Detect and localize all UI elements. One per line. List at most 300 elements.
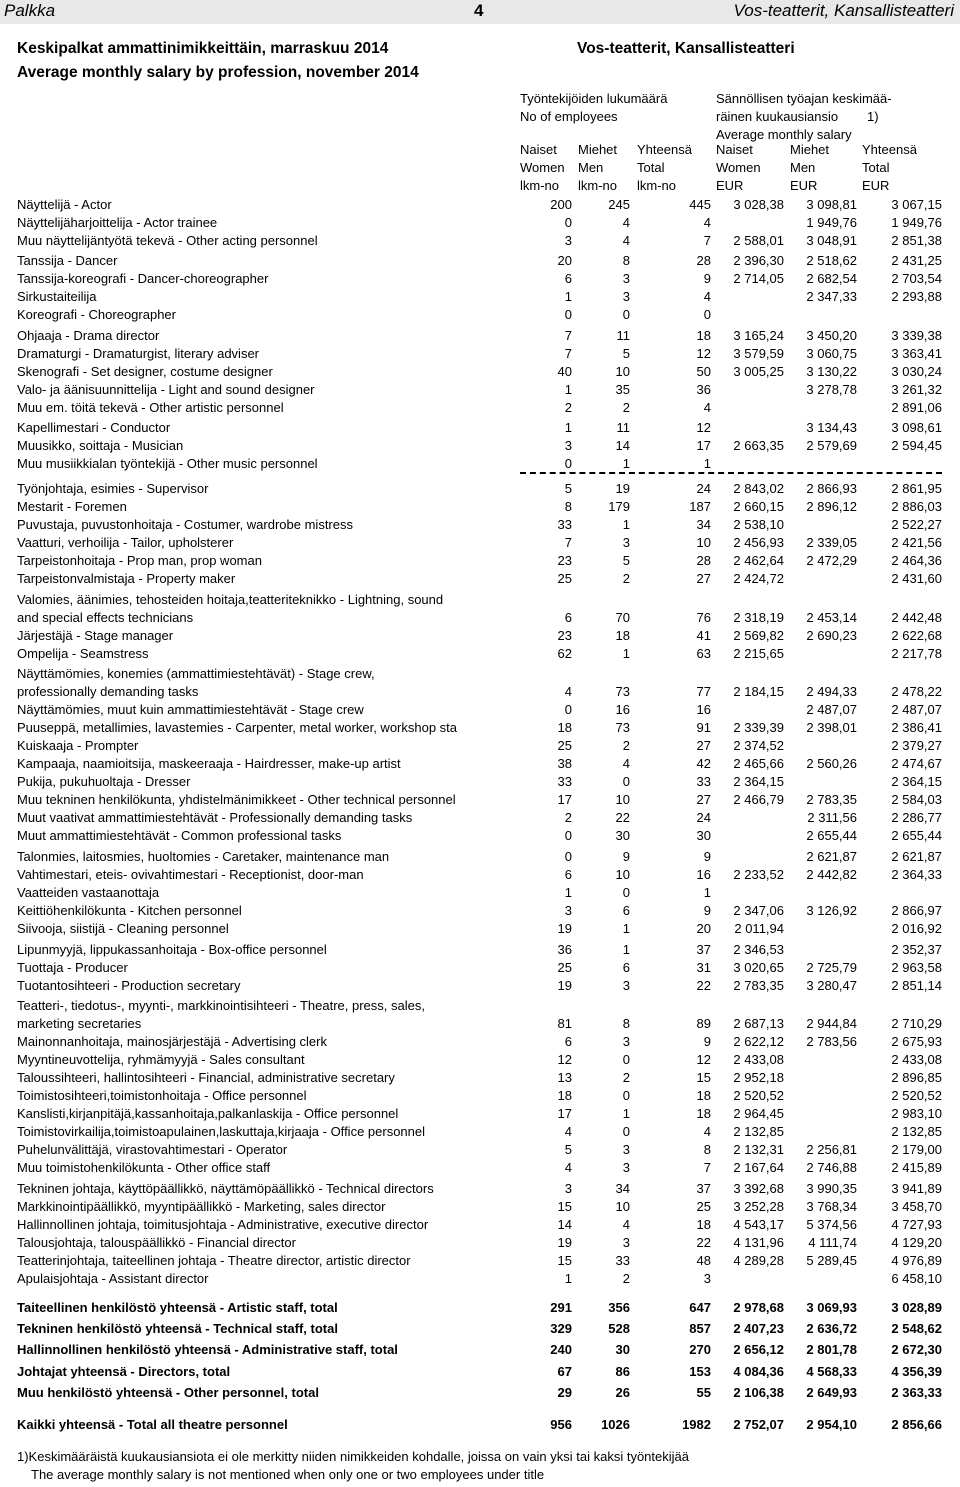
- row-label: Järjestäjä - Stage manager: [17, 628, 174, 643]
- row-label: Markkinointipäällikkö, myyntipäällikkö - Marketing, sales director: [17, 1199, 386, 1214]
- table-row: [0, 773, 960, 790]
- cell-women-count: 329: [550, 1321, 572, 1336]
- cell-women-eur: 4 543,17: [733, 1217, 784, 1232]
- cell-total-count: 153: [689, 1364, 711, 1379]
- row-label: Toimistosihteeri,toimistonhoitaja - Office personnel: [17, 1088, 307, 1103]
- cell-total-eur: 2 520,52: [891, 1088, 942, 1103]
- cell-total-count: 18: [696, 1088, 711, 1103]
- cell-women-count: 23: [557, 553, 572, 568]
- cell-men-count: 528: [608, 1321, 630, 1336]
- cell-total-eur: 2 431,60: [891, 571, 942, 586]
- cell-total-count: 25: [696, 1199, 711, 1214]
- cell-total-count: 1: [703, 885, 711, 900]
- row-label: Muu henkilöstö yhteensä - Other personnel, total: [17, 1385, 319, 1400]
- cell-total-count: 12: [696, 420, 711, 435]
- cell-total-eur: 2 364,15: [891, 774, 942, 789]
- cell-men-count: 22: [615, 810, 630, 825]
- table-row: [0, 552, 960, 569]
- cell-women-eur: 2 622,12: [733, 1034, 784, 1049]
- table-row: [0, 455, 960, 472]
- cell-men-count: 5: [622, 553, 630, 568]
- table-row: [0, 791, 960, 808]
- cell-total-count: 9: [703, 271, 711, 286]
- cell-men-count: 26: [615, 1385, 630, 1400]
- row-label: Tanssija - Dancer: [17, 253, 118, 268]
- cell-women-count: 2: [564, 400, 572, 415]
- cell-women-eur: 2 964,45: [733, 1106, 784, 1121]
- cell-total-count: 4: [703, 1124, 711, 1139]
- cell-men-eur: 3 098,81: [806, 197, 857, 212]
- cell-women-count: 40: [557, 364, 572, 379]
- cell-women-eur: 3 165,24: [733, 328, 784, 343]
- cell-men-count: 3: [622, 1034, 630, 1049]
- cell-total-count: 37: [696, 942, 711, 957]
- cell-women-count: 200: [550, 197, 572, 212]
- cell-women-count: 33: [557, 517, 572, 532]
- cell-men-count: 10: [615, 867, 630, 882]
- row-label: Hallinnollinen johtaja, toimitusjohtaja - Administrative, executive director: [17, 1217, 429, 1232]
- cell-men-count: 33: [615, 1253, 630, 1268]
- row-label: Muu em. töitä tekevä - Other artistic personnel: [17, 400, 284, 415]
- cell-total-eur: 2 896,85: [891, 1070, 942, 1085]
- cell-total-eur: 2 286,77: [891, 810, 942, 825]
- cell-men-count: 6: [622, 960, 630, 975]
- row-label: Puvustaja, puvustonhoitaja - Costumer, wardrobe mistress: [17, 517, 353, 532]
- cell-total-eur: 2 293,88: [891, 289, 942, 304]
- cell-men-count: 1: [622, 456, 630, 471]
- cell-total-count: 4: [703, 215, 711, 230]
- cell-women-count: 5: [564, 1142, 572, 1157]
- row-label: Ompelija - Seamstress: [17, 646, 149, 661]
- cell-men-eur: 4 111,74: [808, 1235, 857, 1250]
- cell-total-count: 55: [696, 1385, 711, 1400]
- cell-men-count: 14: [615, 438, 630, 453]
- table-row: [0, 827, 960, 844]
- cell-total-eur: 2 352,37: [891, 942, 942, 957]
- title-group: Vos-teatterit, Kansallisteatteri: [577, 40, 795, 57]
- row-label: Ohjaaja - Drama director: [17, 328, 160, 343]
- row-label: Pukija, pukuhuoltaja - Dresser: [17, 774, 191, 789]
- cell-total-eur: 3 098,61: [891, 420, 942, 435]
- cell-men-eur: 3 990,35: [806, 1181, 857, 1196]
- cell-men-eur: 3 450,20: [806, 328, 857, 343]
- table-row: [0, 1180, 960, 1197]
- row-label: Muu näyttelijäntyötä tekevä - Other acting personnel: [17, 233, 318, 248]
- cell-total-eur: 2 861,95: [891, 481, 942, 496]
- cell-women-eur: 2 318,19: [733, 610, 784, 625]
- row-label: Kanslisti,kirjanpitäjä,kassanhoitaja,palkanlaskija - Office personnel: [17, 1106, 399, 1121]
- cell-total-count: 63: [696, 646, 711, 661]
- cell-women-count: 38: [557, 756, 572, 771]
- cell-women-count: 7: [564, 346, 572, 361]
- row-label: Talonmies, laitosmies, huoltomies - Caretaker, maintenance man: [17, 849, 390, 864]
- table-row: [0, 941, 960, 958]
- cell-total-eur: 2 217,78: [891, 646, 942, 661]
- table-row: [0, 920, 960, 937]
- table-row: [0, 866, 960, 883]
- cell-total-count: 28: [696, 553, 711, 568]
- cell-women-eur: 2 687,13: [733, 1016, 784, 1031]
- row-label: Dramaturgi - Dramaturgist, literary adviser: [17, 346, 260, 361]
- table-row: [0, 270, 960, 287]
- cell-women-eur: 2 656,12: [733, 1342, 784, 1357]
- cell-men-eur: 3 280,47: [806, 978, 857, 993]
- cell-men-eur: 2 801,78: [806, 1342, 857, 1357]
- cell-men-count: 0: [622, 307, 630, 322]
- table-row: [0, 232, 960, 249]
- cell-total-count: 12: [696, 346, 711, 361]
- cell-men-count: 8: [622, 1016, 630, 1031]
- cell-women-eur: 4 084,36: [733, 1364, 784, 1379]
- cell-men-eur: 2 690,23: [806, 628, 857, 643]
- cell-women-count: 19: [557, 978, 572, 993]
- table-row: [0, 363, 960, 380]
- table-row: [0, 1198, 960, 1215]
- cell-total-eur: 2 866,97: [891, 903, 942, 918]
- cell-women-count: 291: [550, 1300, 572, 1315]
- cell-men-count: 3: [622, 978, 630, 993]
- cell-women-eur: 2 978,68: [733, 1300, 784, 1315]
- cell-men-eur: 3 069,93: [806, 1300, 857, 1315]
- salary-group-header: Sännöllisen työajan keskimää- räinen kuukausiansio 1) Average monthly salary: [716, 91, 892, 142]
- cell-men-count: 3: [622, 271, 630, 286]
- row-label: and special effects technicians: [17, 610, 194, 625]
- row-label: Muu musiikkialan työntekijä - Other music personnel: [17, 456, 318, 471]
- table-row: [0, 196, 960, 213]
- cell-total-count: 77: [696, 684, 711, 699]
- cell-women-eur: 3 005,25: [733, 364, 784, 379]
- column-header-total-eur: Yhteensä Total EUR: [862, 142, 917, 193]
- cell-total-count: 857: [689, 1321, 711, 1336]
- cell-men-eur: 2 621,87: [806, 849, 857, 864]
- cell-total-eur: 2 672,30: [891, 1342, 942, 1357]
- cell-women-eur: 2 407,23: [733, 1321, 784, 1336]
- cell-men-eur: 2 944,84: [806, 1016, 857, 1031]
- cell-total-count: 31: [696, 960, 711, 975]
- row-label: Tuottaja - Producer: [17, 960, 128, 975]
- cell-men-eur: 2 256,81: [806, 1142, 857, 1157]
- cell-total-eur: 2 415,89: [891, 1160, 942, 1175]
- cell-women-count: 956: [550, 1417, 572, 1432]
- cell-total-count: 187: [689, 499, 711, 514]
- header-right: Vos-teatterit, Kansallisteatteri: [733, 1, 954, 20]
- table-row: [0, 498, 960, 515]
- cell-women-count: 0: [564, 828, 572, 843]
- table-row: [0, 381, 960, 398]
- cell-men-eur: 2 954,10: [806, 1417, 857, 1432]
- cell-men-count: 356: [608, 1300, 630, 1315]
- cell-total-count: 270: [689, 1342, 711, 1357]
- cell-women-count: 5: [564, 481, 572, 496]
- row-label: Taloussihteeri, hallintosihteeri - Financial, administrative secretary: [17, 1070, 395, 1085]
- cell-total-count: 7: [703, 233, 711, 248]
- cell-total-eur: 2 675,93: [891, 1034, 942, 1049]
- cell-total-eur: 4 976,89: [891, 1253, 942, 1268]
- table-row: [0, 902, 960, 919]
- row-label: Vaatturi, verhoilija - Tailor, upholsterer: [17, 535, 234, 550]
- table-row: [0, 848, 960, 865]
- total-row: [0, 1299, 960, 1316]
- row-label: Kapellimestari - Conductor: [17, 420, 171, 435]
- cell-total-count: 647: [689, 1300, 711, 1315]
- cell-total-eur: 2 364,33: [891, 867, 942, 882]
- cell-total-count: 9: [703, 849, 711, 864]
- title-english: Average monthly salary by profession, november 2014: [17, 64, 419, 81]
- cell-total-count: 22: [696, 1235, 711, 1250]
- row-label: Vahtimestari, eteis- ovivahtimestari - Receptionist, door-man: [17, 867, 364, 882]
- cell-men-count: 4: [622, 756, 630, 771]
- cell-total-count: 3: [703, 1271, 711, 1286]
- cell-women-eur: 3 252,28: [733, 1199, 784, 1214]
- table-row: [0, 959, 960, 976]
- cell-total-count: 4: [703, 289, 711, 304]
- table-row: [0, 437, 960, 454]
- cell-women-count: 29: [557, 1385, 572, 1400]
- total-row: [0, 1384, 960, 1401]
- cell-men-count: 18: [615, 628, 630, 643]
- cell-men-count: 73: [615, 684, 630, 699]
- cell-women-count: 15: [557, 1199, 572, 1214]
- cell-men-count: 1: [622, 942, 630, 957]
- row-label: Tarpeistonhoitaja - Prop man, prop woman: [17, 553, 262, 568]
- cell-women-eur: 2 374,52: [733, 738, 784, 753]
- table-row: [0, 252, 960, 269]
- cell-women-count: 0: [564, 307, 572, 322]
- cell-men-count: 0: [622, 1088, 630, 1103]
- table-row: [0, 1216, 960, 1233]
- cell-men-count: 34: [615, 1181, 630, 1196]
- row-label: Taiteellinen henkilöstö yhteensä - Artistic staff, total: [17, 1300, 338, 1315]
- cell-women-count: 81: [557, 1016, 572, 1031]
- cell-men-count: 2: [622, 571, 630, 586]
- table-row: [0, 1105, 960, 1122]
- cell-total-eur: 2 487,07: [891, 702, 942, 717]
- row-label: Kuiskaaja - Prompter: [17, 738, 139, 753]
- cell-men-count: 3: [622, 289, 630, 304]
- table-row: [0, 570, 960, 587]
- cell-women-eur: 2 346,53: [733, 942, 784, 957]
- cell-total-eur: 2 851,38: [891, 233, 942, 248]
- cell-men-eur: 2 518,62: [806, 253, 857, 268]
- cell-total-count: 0: [703, 307, 711, 322]
- cell-women-count: 1: [564, 1271, 572, 1286]
- cell-women-eur: 3 392,68: [733, 1181, 784, 1196]
- table-row: [0, 809, 960, 826]
- cell-women-eur: 3 028,38: [733, 197, 784, 212]
- cell-men-count: 86: [615, 1364, 630, 1379]
- cell-men-eur: 3 130,22: [806, 364, 857, 379]
- cell-women-count: 0: [564, 215, 572, 230]
- cell-women-eur: 3 579,59: [733, 346, 784, 361]
- row-label: Skenografi - Set designer, costume designer: [17, 364, 273, 379]
- row-label: Puhelunvälittäjä, virastovahtimestari - Operator: [17, 1142, 288, 1157]
- cell-men-count: 11: [616, 420, 630, 435]
- cell-women-eur: 2 347,06: [733, 903, 784, 918]
- cell-women-eur: 2 132,85: [733, 1124, 784, 1139]
- cell-total-eur: 2 016,92: [891, 921, 942, 936]
- table-row: [0, 591, 960, 608]
- cell-men-eur: 3 048,91: [806, 233, 857, 248]
- cell-men-count: 10: [615, 792, 630, 807]
- cell-total-eur: 3 941,89: [891, 1181, 942, 1196]
- cell-women-eur: 2 339,39: [733, 720, 784, 735]
- cell-women-count: 4: [564, 684, 572, 699]
- cell-women-count: 3: [564, 903, 572, 918]
- row-label: Teatteri-, tiedotus-, myynti-, markkinointisihteeri - Theatre, press, sales,: [17, 998, 425, 1013]
- cell-women-eur: 2 952,18: [733, 1070, 784, 1085]
- table-row: [0, 214, 960, 231]
- cell-total-eur: 2 442,48: [891, 610, 942, 625]
- cell-women-eur: 2 588,01: [733, 233, 784, 248]
- cell-women-count: 1: [564, 289, 572, 304]
- cell-total-eur: 3 363,41: [891, 346, 942, 361]
- cell-total-eur: 3 067,15: [891, 197, 942, 212]
- row-label: Mestarit - Foremen: [17, 499, 127, 514]
- cell-women-eur: 2 132,31: [733, 1142, 784, 1157]
- cell-women-eur: 2 569,82: [733, 628, 784, 643]
- cell-total-eur: 2 433,08: [891, 1052, 942, 1067]
- cell-women-eur: 2 465,66: [733, 756, 784, 771]
- cell-women-eur: 2 660,15: [733, 499, 784, 514]
- cell-total-count: 1: [703, 456, 711, 471]
- cell-men-count: 2: [622, 738, 630, 753]
- employees-group-header: Työntekijöiden lukumäärä No of employees: [520, 91, 668, 124]
- column-header-total-count: Yhteensä Total lkm-no: [637, 142, 692, 193]
- cell-total-count: 10: [696, 535, 711, 550]
- cell-men-count: 0: [622, 885, 630, 900]
- cell-total-eur: 2 655,44: [891, 828, 942, 843]
- cell-men-eur: 2 347,33: [806, 289, 857, 304]
- cell-total-count: 7: [703, 1160, 711, 1175]
- table-row: [0, 399, 960, 416]
- cell-men-count: 1: [622, 921, 630, 936]
- cell-total-eur: 2 179,00: [891, 1142, 942, 1157]
- cell-total-count: 27: [696, 571, 711, 586]
- row-label: Tekninen henkilöstö yhteensä - Technical staff, total: [17, 1321, 338, 1336]
- cell-total-eur: 2 132,85: [891, 1124, 942, 1139]
- cell-total-count: 33: [696, 774, 711, 789]
- cell-women-count: 6: [564, 1034, 572, 1049]
- cell-total-eur: 3 028,89: [891, 1300, 942, 1315]
- cell-men-count: 0: [622, 774, 630, 789]
- cell-total-count: 15: [696, 1070, 711, 1085]
- cell-women-eur: 2 396,30: [733, 253, 784, 268]
- cell-men-eur: 2 655,44: [806, 828, 857, 843]
- row-label: marketing secretaries: [17, 1016, 142, 1031]
- row-label: Teatterinjohtaja, taiteellinen johtaja - Theatre director, artistic director: [17, 1253, 411, 1268]
- cell-total-eur: 4 356,39: [891, 1364, 942, 1379]
- row-label: Tekninen johtaja, käyttöpäällikkö, näyttämöpäällikkö - Technical directors: [17, 1181, 434, 1196]
- cell-women-count: 4: [564, 1160, 572, 1175]
- cell-women-count: 0: [564, 849, 572, 864]
- cell-total-eur: 2 478,22: [891, 684, 942, 699]
- cell-total-count: 50: [696, 364, 711, 379]
- header-left: Palkka: [4, 1, 56, 20]
- cell-total-count: 20: [696, 921, 711, 936]
- row-label: Kaikki yhteensä - Total all theatre personnel: [17, 1417, 288, 1432]
- cell-women-count: 12: [557, 1052, 572, 1067]
- cell-men-count: 30: [615, 828, 630, 843]
- cell-men-eur: 2 579,69: [806, 438, 857, 453]
- cell-men-count: 30: [615, 1342, 630, 1357]
- cell-total-eur: 2 983,10: [891, 1106, 942, 1121]
- cell-men-count: 2: [622, 1070, 630, 1085]
- cell-men-eur: 2 866,93: [806, 481, 857, 496]
- cell-women-eur: 4 131,96: [733, 1235, 784, 1250]
- cell-men-count: 4: [622, 1217, 630, 1232]
- cell-total-count: 18: [696, 328, 711, 343]
- cell-women-count: 17: [557, 792, 572, 807]
- row-label: Vaatteiden vastaanottaja: [17, 885, 160, 900]
- row-label: Puuseppä, metallimies, lavastemies - Carpenter, metal worker, workshop sta: [17, 720, 458, 735]
- cell-men-eur: 2 560,26: [806, 756, 857, 771]
- cell-men-count: 3: [622, 535, 630, 550]
- column-header-women-eur: Naiset Women EUR: [716, 142, 761, 193]
- cell-women-count: 25: [557, 960, 572, 975]
- cell-women-eur: 2 215,65: [733, 646, 784, 661]
- table-row: [0, 997, 960, 1014]
- cell-men-eur: 3 134,43: [806, 420, 857, 435]
- cell-men-count: 245: [608, 197, 630, 212]
- cell-total-eur: 6 458,10: [891, 1271, 942, 1286]
- cell-women-count: 7: [564, 328, 572, 343]
- column-header-men-count: Miehet Men lkm-no: [578, 142, 618, 193]
- cell-men-count: 35: [615, 382, 630, 397]
- cell-total-count: 9: [703, 1034, 711, 1049]
- row-label: Toimistovirkailija,toimistoapulainen,laskuttaja,kirjaaja - Office personnel: [17, 1124, 426, 1139]
- cell-total-count: 16: [696, 867, 711, 882]
- total-row: [0, 1341, 960, 1358]
- cell-women-eur: 2 011,94: [734, 921, 784, 936]
- cell-women-count: 33: [557, 774, 572, 789]
- table-row: [0, 419, 960, 436]
- cell-men-count: 1026: [601, 1417, 630, 1432]
- cell-men-eur: 2 725,79: [806, 960, 857, 975]
- cell-total-eur: 2 886,03: [891, 499, 942, 514]
- cell-women-count: 25: [557, 738, 572, 753]
- cell-men-count: 3: [622, 1142, 630, 1157]
- cell-total-eur: 2 710,29: [891, 1016, 942, 1031]
- cell-women-eur: 2 843,02: [733, 481, 784, 496]
- cell-total-eur: 2 431,25: [891, 253, 942, 268]
- table-row: [0, 1069, 960, 1086]
- cell-women-eur: 3 020,65: [733, 960, 784, 975]
- cell-total-count: 27: [696, 738, 711, 753]
- cell-total-count: 16: [696, 702, 711, 717]
- cell-men-count: 0: [622, 1124, 630, 1139]
- cell-men-eur: 2 442,82: [806, 867, 857, 882]
- cell-women-count: 1: [564, 885, 572, 900]
- cell-total-eur: 2 386,41: [891, 720, 942, 735]
- cell-women-eur: 2 538,10: [733, 517, 784, 532]
- page-number: 4: [474, 1, 484, 20]
- row-label: Muu toimistohenkilökunta - Other office staff: [17, 1160, 271, 1175]
- table-row: [0, 1270, 960, 1287]
- cell-women-count: 0: [564, 456, 572, 471]
- cell-men-count: 3: [622, 1160, 630, 1175]
- table-row: [0, 1234, 960, 1251]
- cell-women-count: 20: [557, 253, 572, 268]
- cell-men-count: 1: [622, 646, 630, 661]
- cell-total-eur: 2 584,03: [891, 792, 942, 807]
- row-label: Koreografi - Choreographer: [17, 307, 176, 322]
- row-label: Lipunmyyjä, lippukassanhoitaja - Box-office personnel: [17, 942, 327, 957]
- cell-women-count: 36: [557, 942, 572, 957]
- cell-men-count: 1: [622, 517, 630, 532]
- title-finnish: Keskipalkat ammattinimikkeittäin, marraskuu 2014: [17, 40, 389, 57]
- cell-men-count: 0: [622, 1052, 630, 1067]
- cell-total-eur: 2 963,58: [891, 960, 942, 975]
